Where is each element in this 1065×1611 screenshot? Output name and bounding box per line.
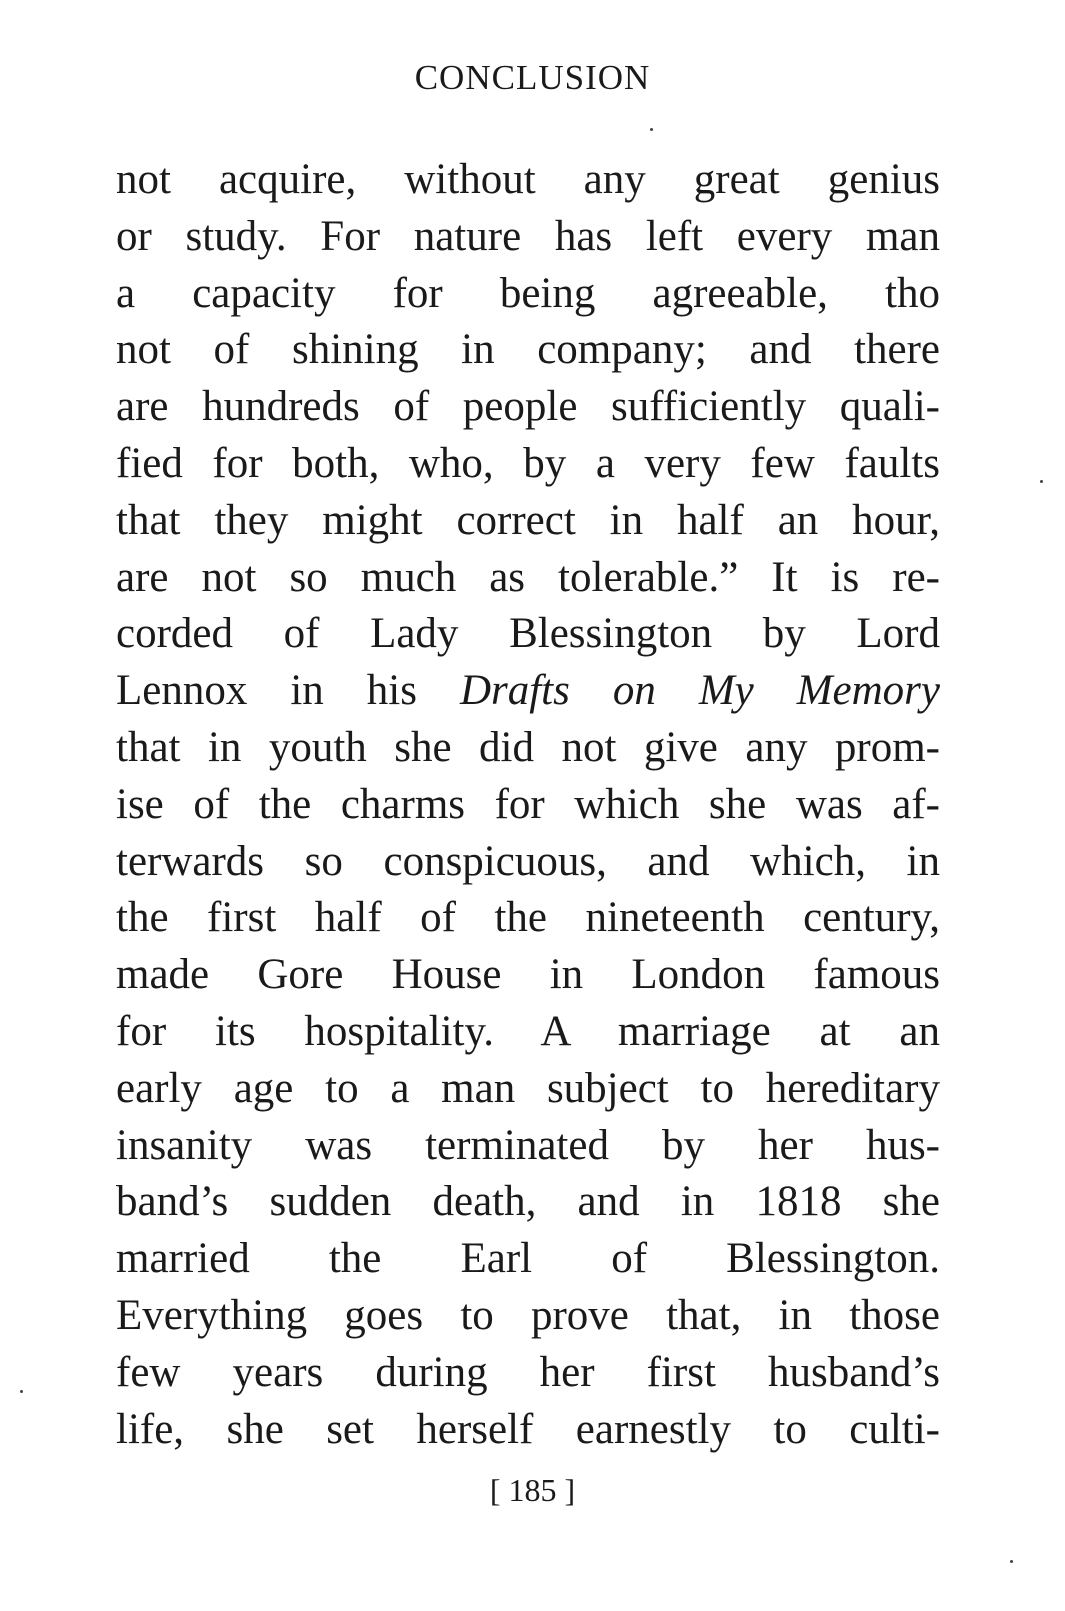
text-line: for its hospitality. A marriage at an — [116, 1007, 940, 1055]
page-number: [ 185 ] — [489, 1472, 576, 1508]
text-line: that in youth she did not give any prom- — [116, 723, 940, 771]
text-line: life, she set herself earnestly to culti- — [116, 1405, 940, 1453]
text-line: a capacity for being agreeable, tho — [116, 269, 940, 317]
book-title-italic: Drafts on My Memory — [459, 667, 940, 715]
scan-speck — [1040, 480, 1043, 483]
text-line: corded of Lady Blessington by Lord — [116, 610, 940, 658]
running-head: CONCLUSION — [414, 58, 651, 97]
text-line: not acquire, without any great genius — [116, 156, 940, 203]
text-line: the first half of the nineteenth century, — [116, 894, 940, 942]
text-line: band’s sudden death, and in 1818 she — [116, 1178, 940, 1226]
text-line: or study. For nature has left every man — [116, 212, 940, 260]
body-text — [116, 152, 940, 1458]
text-line: ise of the charms for which she was af- — [116, 780, 940, 828]
text-line: made Gore House in London famous — [116, 951, 940, 999]
text-line: few years during her first husband’s — [116, 1348, 940, 1396]
text-line-with-title — [116, 663, 940, 720]
text-line: fied for both, who, by a very few faults — [116, 439, 940, 487]
scan-speck — [20, 1390, 23, 1393]
text-line: insanity was terminated by her hus- — [116, 1121, 940, 1169]
scan-speck — [650, 128, 653, 131]
text-line: terwards so conspicuous, and which, in — [116, 837, 940, 885]
text-line: are hundreds of people sufficiently quali- — [116, 383, 940, 431]
text-line: are not so much as tolerable.” It is re- — [116, 553, 940, 601]
text-line: Everything goes to prove that, in those — [116, 1291, 940, 1339]
text-run: Lennox in his — [116, 667, 460, 715]
scan-speck — [1010, 1560, 1013, 1563]
text-line: early age to a man subject to hereditary — [116, 1064, 940, 1112]
text-line: not of shining in company; and there — [116, 326, 940, 374]
text-line: married the Earl of Blessington. — [116, 1235, 940, 1283]
text-line: that they might correct in half an hour, — [116, 496, 940, 544]
